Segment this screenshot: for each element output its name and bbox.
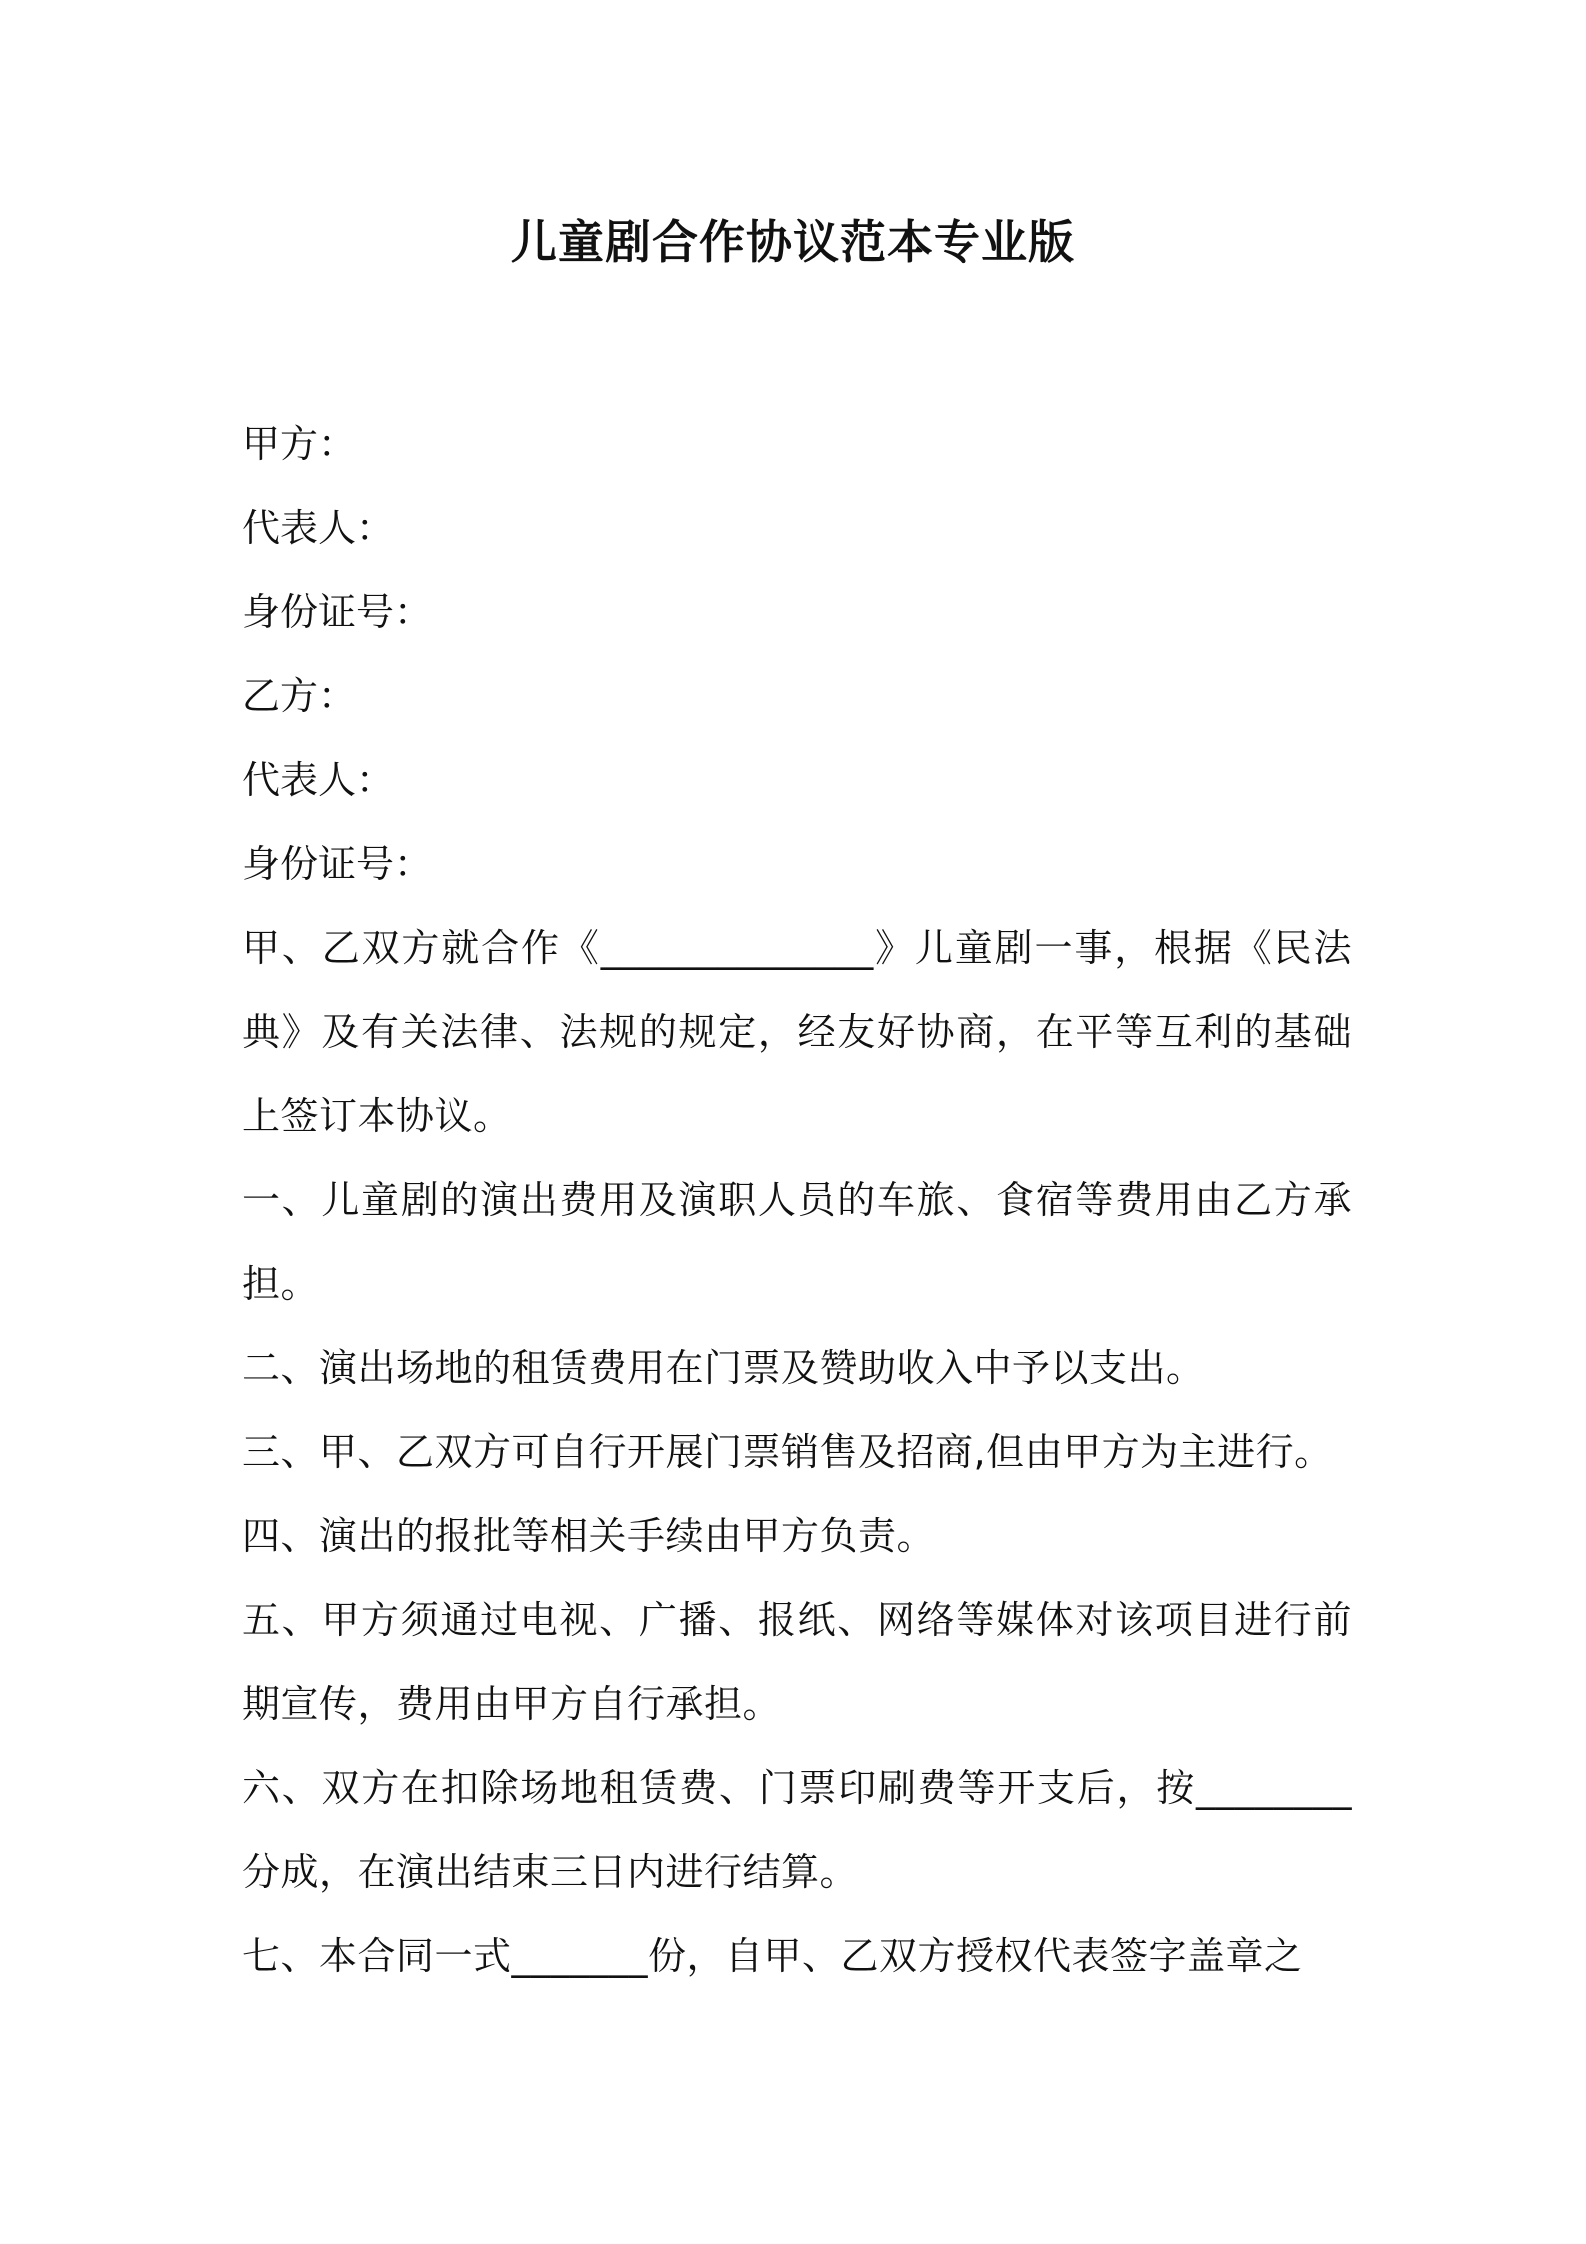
document-body	[242, 402, 1352, 1998]
party-a-id-number-label: 身份证号：	[242, 590, 433, 634]
clause-1: 一、儿童剧的演出费用及演职人员的车旅、食宿等费用由乙方承担。	[242, 1178, 1352, 1306]
party-a-representative-label: 代表人：	[242, 506, 395, 550]
intro-paragraph: 甲、乙双方就合作《______________》儿童剧一事，根据《民法典》及有关法律、法规的规定，经友好协商，在平等互利的基础上签订本协议。	[242, 926, 1352, 1138]
party-a-label: 甲方：	[242, 422, 357, 466]
clause-6: 六、双方在扣除场地租赁费、门票印刷费等开支后，按________分成，在演出结束三日内进行结算。	[242, 1766, 1352, 1894]
document-title: 儿童剧合作协议范本专业版	[511, 215, 1075, 269]
clause-5: 五、甲方须通过电视、广播、报纸、网络等媒体对该项目进行前期宣传，费用由甲方自行承担。	[242, 1598, 1352, 1726]
clause-2: 二、演出场地的租赁费用在门票及赞助收入中予以支出。	[242, 1346, 1205, 1390]
party-b-representative-label: 代表人：	[242, 758, 395, 802]
clause-7: 七、本合同一式_______份，自甲、乙双方授权代表签字盖章之	[242, 1934, 1303, 1978]
clause-3: 三、甲、乙双方可自行开展门票销售及招商,但由甲方为主进行。	[242, 1430, 1333, 1474]
party-b-id-number-label: 身份证号：	[242, 842, 433, 886]
party-b-label: 乙方：	[242, 674, 357, 718]
clause-4: 四、演出的报批等相关手续由甲方负责。	[242, 1514, 936, 1558]
